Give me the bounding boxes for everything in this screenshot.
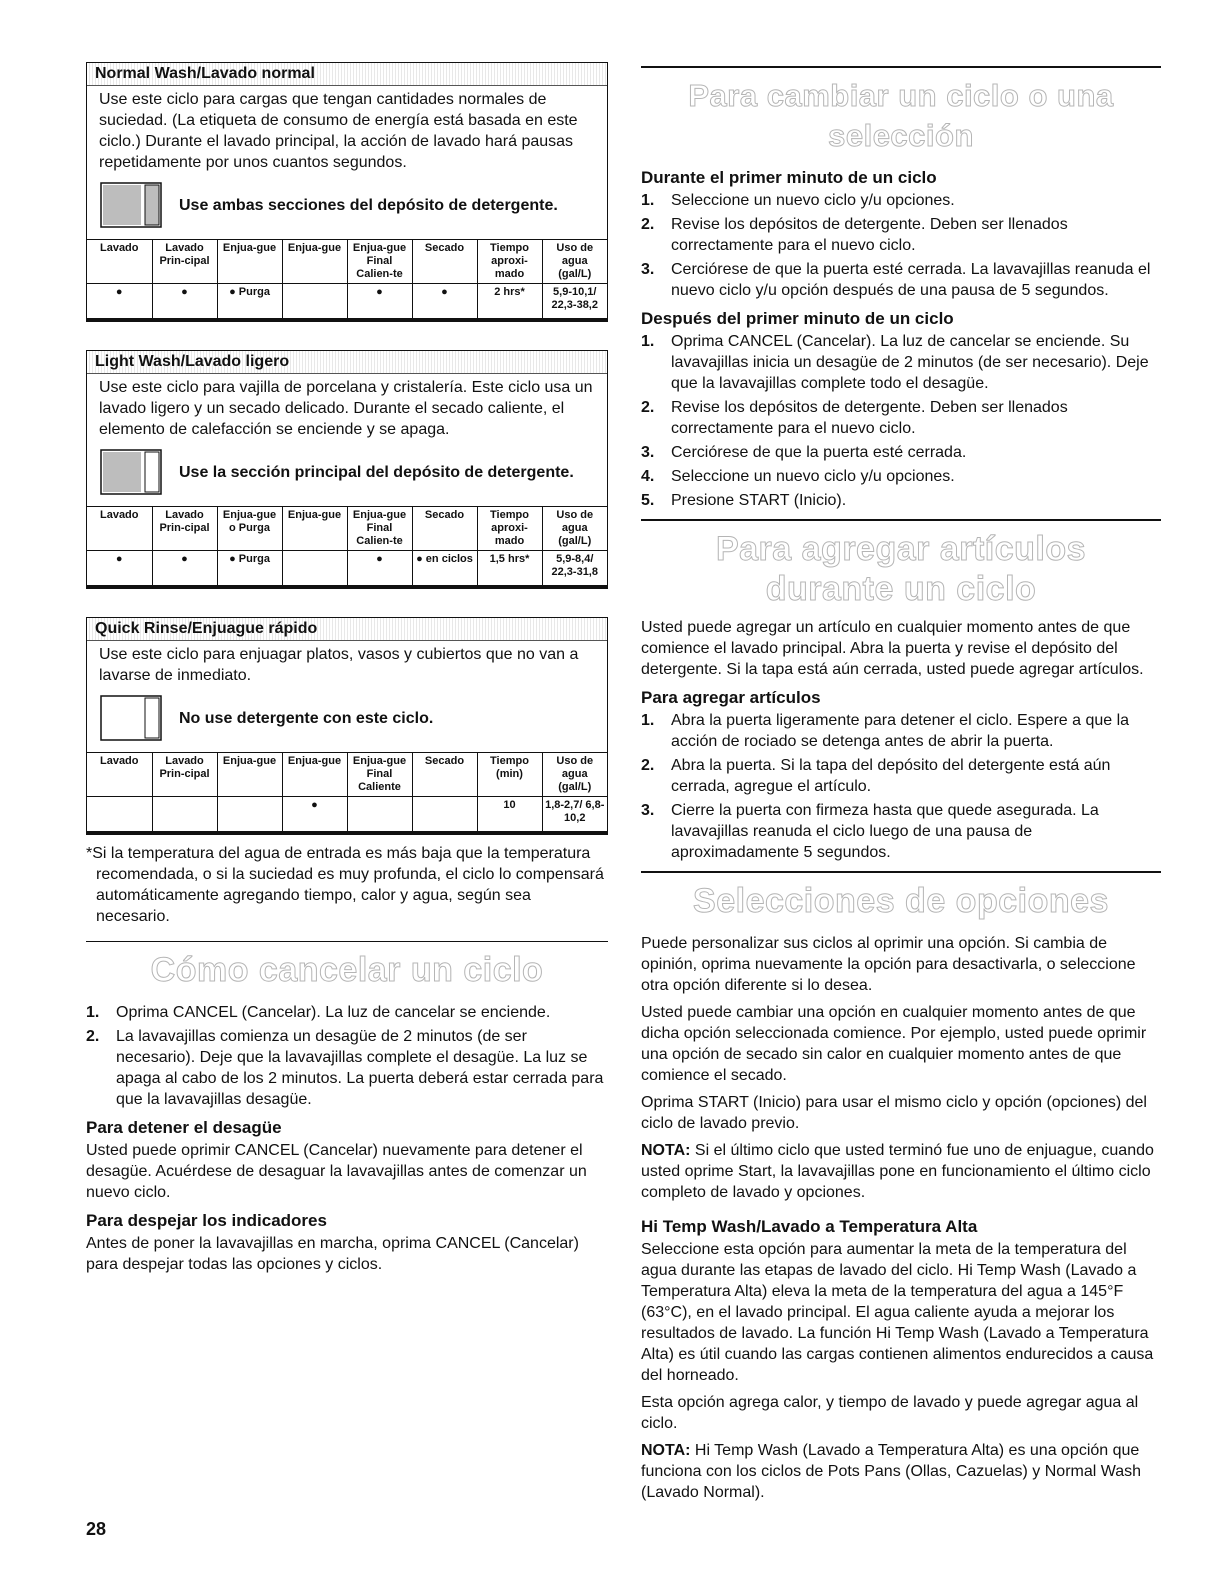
list-item: 3. Cerciórese de que la puerta esté cerrada.	[641, 444, 967, 461]
options-paragraph: Puede personalizar sus ciclos al oprimir una opción. Si cambia de opinión, oprima nuevamente la opción para desactivarla, o seleccione otra opción diferente si lo desea.	[641, 935, 1136, 994]
col-header: Secado	[412, 507, 477, 551]
cycle-description: Use este ciclo para cargas que tengan cantidades normales de suciedad. (La etiqueta de consumo de energía está basada en este ciclo.) Durante el lavado principal, la acción de lavado hará pausas repetidamente por unos cuantos segundos.	[99, 91, 578, 171]
detergent-instruction	[87, 179, 607, 239]
table-cell: ●	[347, 284, 412, 319]
cycle-quick-rinse	[86, 617, 608, 835]
divider	[641, 66, 1161, 68]
list-item: 3. Cerciórese de que la puerta esté cerrada. La lavavajillas reanuda el nuevo ciclo y/u opción después de una pausa de 5 segundos.	[641, 261, 1151, 299]
cycle-title: Normal Wash/Lavado normal	[87, 63, 607, 86]
cycle-light-wash	[86, 350, 608, 589]
first-minute-steps	[641, 190, 1161, 301]
table-cell	[87, 797, 152, 832]
table-cell: ●	[152, 551, 217, 586]
list-item: 1. Oprima CANCEL (Cancelar). La luz de cancelar se enciende.	[86, 1004, 551, 1021]
col-header: Enjua-gue Final Calien-te	[347, 507, 412, 551]
table-cell: ● Purga	[217, 284, 282, 319]
step-text: Cerciórese de que la puerta esté cerrada.	[671, 444, 967, 461]
table-cell	[282, 284, 347, 319]
table-cell	[347, 797, 412, 832]
list-item: 1. Abra la puerta ligeramente para detener el ciclo. Espere a que la acción de rociado se detenga antes de abrir la puerta.	[641, 712, 1130, 750]
table-cell: ● en ciclos	[412, 551, 477, 586]
detergent-instruction	[87, 692, 607, 752]
col-header: Lavado	[87, 753, 152, 797]
table-cell: 1,5 hrs*	[477, 551, 542, 586]
note-text: Si el último ciclo que usted terminó fue uno de enjuague, cuando usted oprime Start, la lavavajillas pone en funcionamiento el último ciclo completo de lavado y opciones.	[641, 1142, 1154, 1201]
col-header: Enjua-gue Final Calien-te	[347, 240, 412, 284]
step-text: Revise los depósitos de detergente. Deben ser llenados correctamente para el nuevo ciclo.	[671, 399, 1068, 437]
page-number: 28	[86, 1519, 107, 1539]
clear-indicators-text: Antes de poner la lavavajillas en marcha, oprima CANCEL (Cancelar) para despejar todas las opciones y ciclos.	[86, 1235, 579, 1273]
clear-indicators-heading: Para despejar los indicadores	[86, 1211, 327, 1230]
table-cell	[152, 797, 217, 832]
step-text: Abra la puerta. Si la tapa del depósito del detergente está aún cerrada, agregue el artículo.	[671, 757, 1111, 795]
after-minute-steps	[641, 331, 1161, 511]
col-header: Enjua-gue Final Caliente	[347, 753, 412, 797]
table-cell: ●	[87, 551, 152, 586]
col-header: Enjua-gue	[217, 240, 282, 284]
table-cell	[217, 797, 282, 832]
cycle-title: Light Wash/Lavado ligero	[87, 351, 607, 374]
col-header: Tiempo aproxi-mado	[477, 507, 542, 551]
col-header: Uso de agua (gal/L)	[556, 242, 594, 280]
col-header: Enjua-gue	[282, 240, 347, 284]
list-item: 2. Revise los depósitos de detergente. Deben ser llenados correctamente para el nuevo ciclo.	[641, 216, 1068, 254]
col-header: Enjua-gue o Purga	[217, 507, 282, 551]
note-label: NOTA:	[641, 1442, 691, 1459]
add-items-heading	[641, 529, 1161, 609]
col-header: Tiempo aproxi-mado	[477, 240, 542, 284]
cycle-normal-wash	[86, 62, 608, 322]
col-header: Uso de agua (gal/L)	[556, 755, 594, 793]
detergent-none-icon	[99, 694, 163, 742]
step-text: Abra la puerta ligeramente para detener el ciclo. Espere a que la acción de rociado se detenga antes de abrir la puerta.	[671, 712, 1130, 750]
options-paragraph: Usted puede cambiar una opción en cualquier momento antes de que dicha opción seleccionada comience. Por ejemplo, usted puede oprimir una opción de secado sin calor en cualquier momento antes de que comience el secado.	[641, 1004, 1147, 1084]
note-label: NOTA:	[641, 1142, 691, 1159]
hi-temp-paragraph: Seleccione esta opción para aumentar la meta de la temperatura del agua durante las etapas de lavado del ciclo. Hi Temp Wash (Lavado a Temperatura Alta) eleva la meta de la temperatura del agua a 145°F (63°C), en el lavado principal. El agua caliente ayuda a mejorar los resultados de lavado. La función Hi Temp Wash (Lavado a Temperatura Alta) es útil cuando las cargas contienen alimentos endurecidos a causa del horneado.	[641, 1241, 1154, 1384]
col-header: Secado	[412, 240, 477, 284]
add-items-heading-line1: Para agregar artículos	[715, 530, 1087, 568]
cancel-heading: Cómo cancelar un ciclo	[150, 951, 544, 989]
col-header: Lavado	[87, 240, 152, 284]
col-header: Enjua-gue	[282, 507, 347, 551]
table-row	[87, 797, 607, 832]
cycle-table	[87, 239, 607, 318]
col-header: Secado	[412, 753, 477, 797]
table-cell: ●	[412, 284, 477, 319]
table-cell: 1,8-2,7/ 6,8-10,2	[545, 799, 605, 824]
cycle-title: Quick Rinse/Enjuague rápido	[87, 618, 607, 641]
left-column	[86, 62, 608, 1275]
table-cell	[412, 797, 477, 832]
table-cell	[282, 551, 347, 586]
step-text: Cerciórese de que la puerta esté cerrada. La lavavajillas reanuda el nuevo ciclo y/u opción después de una pausa de 5 segundos.	[671, 261, 1151, 299]
detergent-text: No use detergente con este ciclo.	[179, 709, 434, 727]
add-items-intro: Usted puede agregar un artículo en cualquier momento antes de que comience el lavado principal. Abra la puerta y revise el depósito del detergente. Si la tapa está aún cerrada, usted puede agregar artículos.	[641, 619, 1144, 678]
table-cell: ●	[347, 551, 412, 586]
detergent-instruction	[87, 446, 607, 506]
stop-drain-text: Usted puede oprimir CANCEL (Cancelar) nuevamente para detener el desagüe. Acuérdese de desaguar la lavavajillas antes de comenzar un nuevo ciclo.	[86, 1142, 587, 1201]
step-text: La lavavajillas comienza un desagüe de 2 minutos (de ser necesario). Deje que la lavavajillas complete el desagüe. La luz se apaga al cabo de los 2 minutos. La puerta deberá estar cerrada para que la lavavajillas desagüe.	[116, 1028, 604, 1108]
detergent-main-section-icon	[99, 448, 163, 496]
table-cell: ●	[152, 284, 217, 319]
note-paragraph	[641, 1440, 1161, 1503]
options-paragraph: Oprima START (Inicio) para usar el mismo ciclo y opción (opciones) del ciclo de lavado previo.	[641, 1094, 1147, 1132]
stop-drain-heading: Para detener el desagüe	[86, 1118, 282, 1137]
after-minute-heading: Después del primer minuto de un ciclo	[641, 309, 954, 328]
col-header: Lavado Prin-cipal	[152, 240, 217, 284]
col-header: Tiempo (min)	[477, 753, 542, 797]
table-cell: ●	[282, 797, 347, 832]
cancel-steps	[86, 1002, 608, 1110]
col-header: Uso de agua (gal/L)	[556, 509, 594, 547]
footnote: *Si la temperatura del agua de entrada es más baja que la temperatura recomendada, o si la suciedad es muy profunda, el ciclo lo compensará automáticamente agregando tiempo, calor y agua, según sea necesario.	[86, 845, 604, 925]
col-header: Lavado Prin-cipal	[152, 753, 217, 797]
step-text: Seleccione un nuevo ciclo y/u opciones.	[671, 192, 955, 209]
list-item: 2. Revise los depósitos de detergente. Deben ser llenados correctamente para el nuevo ciclo.	[641, 399, 1068, 437]
add-items-heading-line2: durante un ciclo	[765, 570, 1037, 608]
table-cell: ● Purga	[217, 551, 282, 586]
list-item: 2. La lavavajillas comienza un desagüe de 2 minutos (de ser necesario). Deje que la lavavajillas complete el desagüe. La luz se apaga al cabo de los 2 minutos. La puerta deberá estar cerrada para que la lavavajillas desagüe.	[86, 1028, 604, 1108]
detergent-text: Use la sección principal del depósito de detergente.	[179, 463, 574, 481]
table-row	[87, 551, 607, 586]
add-items-steps	[641, 710, 1161, 863]
table-cell: 5,9-10,1/ 22,3-38,2	[551, 286, 598, 311]
list-item: 4. Seleccione un nuevo ciclo y/u opciones.	[641, 468, 955, 485]
detergent-text: Use ambas secciones del depósito de detergente.	[179, 196, 558, 214]
list-item: 3. Cierre la puerta con firmeza hasta que quede asegurada. La lavavajillas reanuda el ciclo luego de una pausa de aproximadamente 5 segundos.	[641, 802, 1099, 861]
cycle-description: Use este ciclo para enjuagar platos, vasos y cubiertos que no van a lavarse de inmediato.	[99, 646, 579, 684]
step-text: Oprima CANCEL (Cancelar). La luz de cancelar se enciende. Su lavavajillas inicia un desagüe de 2 minutos (de ser necesario). Deje que la lavavajillas complete todo el desagüe.	[671, 333, 1149, 392]
cycle-description: Use este ciclo para vajilla de porcelana y cristalería. Este ciclo usa un lavado ligero y un secado delicado. Durante el secado caliente, el elemento de calefacción se enciende y se apaga.	[99, 379, 593, 438]
table-row	[87, 284, 607, 319]
step-text: Cierre la puerta con firmeza hasta que quede asegurada. La lavavajillas reanuda el ciclo luego de una pausa de aproximadamente 5 segundos.	[671, 802, 1099, 861]
col-header: Lavado	[87, 507, 152, 551]
step-text: Oprima CANCEL (Cancelar). La luz de cancelar se enciende.	[116, 1004, 551, 1021]
divider	[641, 519, 1161, 521]
col-header: Enjua-gue	[282, 753, 347, 797]
list-item: 2. Abra la puerta. Si la tapa del depósito del detergente está aún cerrada, agregue el artículo.	[641, 757, 1111, 795]
col-header: Enjua-gue	[217, 753, 282, 797]
detergent-both-sections-icon	[99, 181, 163, 229]
table-cell: ●	[87, 284, 152, 319]
table-cell: 10	[477, 797, 542, 832]
note-paragraph	[641, 1140, 1161, 1203]
table-cell: 2 hrs*	[477, 284, 542, 319]
col-header: Lavado Prin-cipal	[152, 507, 217, 551]
list-item: 5. Presione START (Inicio).	[641, 492, 847, 509]
options-heading: Selecciones de opciones	[693, 882, 1109, 920]
change-cycle-heading: Para cambiar un ciclo o una selección	[688, 78, 1114, 153]
step-text: Revise los depósitos de detergente. Deben ser llenados correctamente para el nuevo ciclo.	[671, 216, 1068, 254]
step-text: Seleccione un nuevo ciclo y/u opciones.	[671, 468, 955, 485]
first-minute-heading: Durante el primer minuto de un ciclo	[641, 168, 937, 187]
cycle-table	[87, 752, 607, 831]
table-cell: 5,9-8,4/ 22,3-31,8	[551, 553, 598, 578]
divider	[86, 941, 608, 942]
divider	[641, 871, 1161, 873]
note-text: Hi Temp Wash (Lavado a Temperatura Alta) es una opción que funciona con los ciclos de Pots Pans (Ollas, Cazuelas) y Normal Wash (Lavado Normal).	[641, 1442, 1142, 1501]
step-text: Presione START (Inicio).	[671, 492, 847, 509]
list-item: 1. Oprima CANCEL (Cancelar). La luz de cancelar se enciende. Su lavavajillas inicia un desagüe de 2 minutos (de ser necesario). Deje que la lavavajillas complete todo el desagüe.	[641, 333, 1149, 392]
right-column	[641, 62, 1161, 1509]
list-item: 1. Seleccione un nuevo ciclo y/u opciones.	[641, 192, 955, 209]
hi-temp-heading: Hi Temp Wash/Lavado a Temperatura Alta	[641, 1217, 978, 1236]
hi-temp-paragraph: Esta opción agrega calor, y tiempo de lavado y puede agregar agua al ciclo.	[641, 1394, 1139, 1432]
cycle-table	[87, 506, 607, 585]
add-items-subheading: Para agregar artículos	[641, 688, 821, 707]
